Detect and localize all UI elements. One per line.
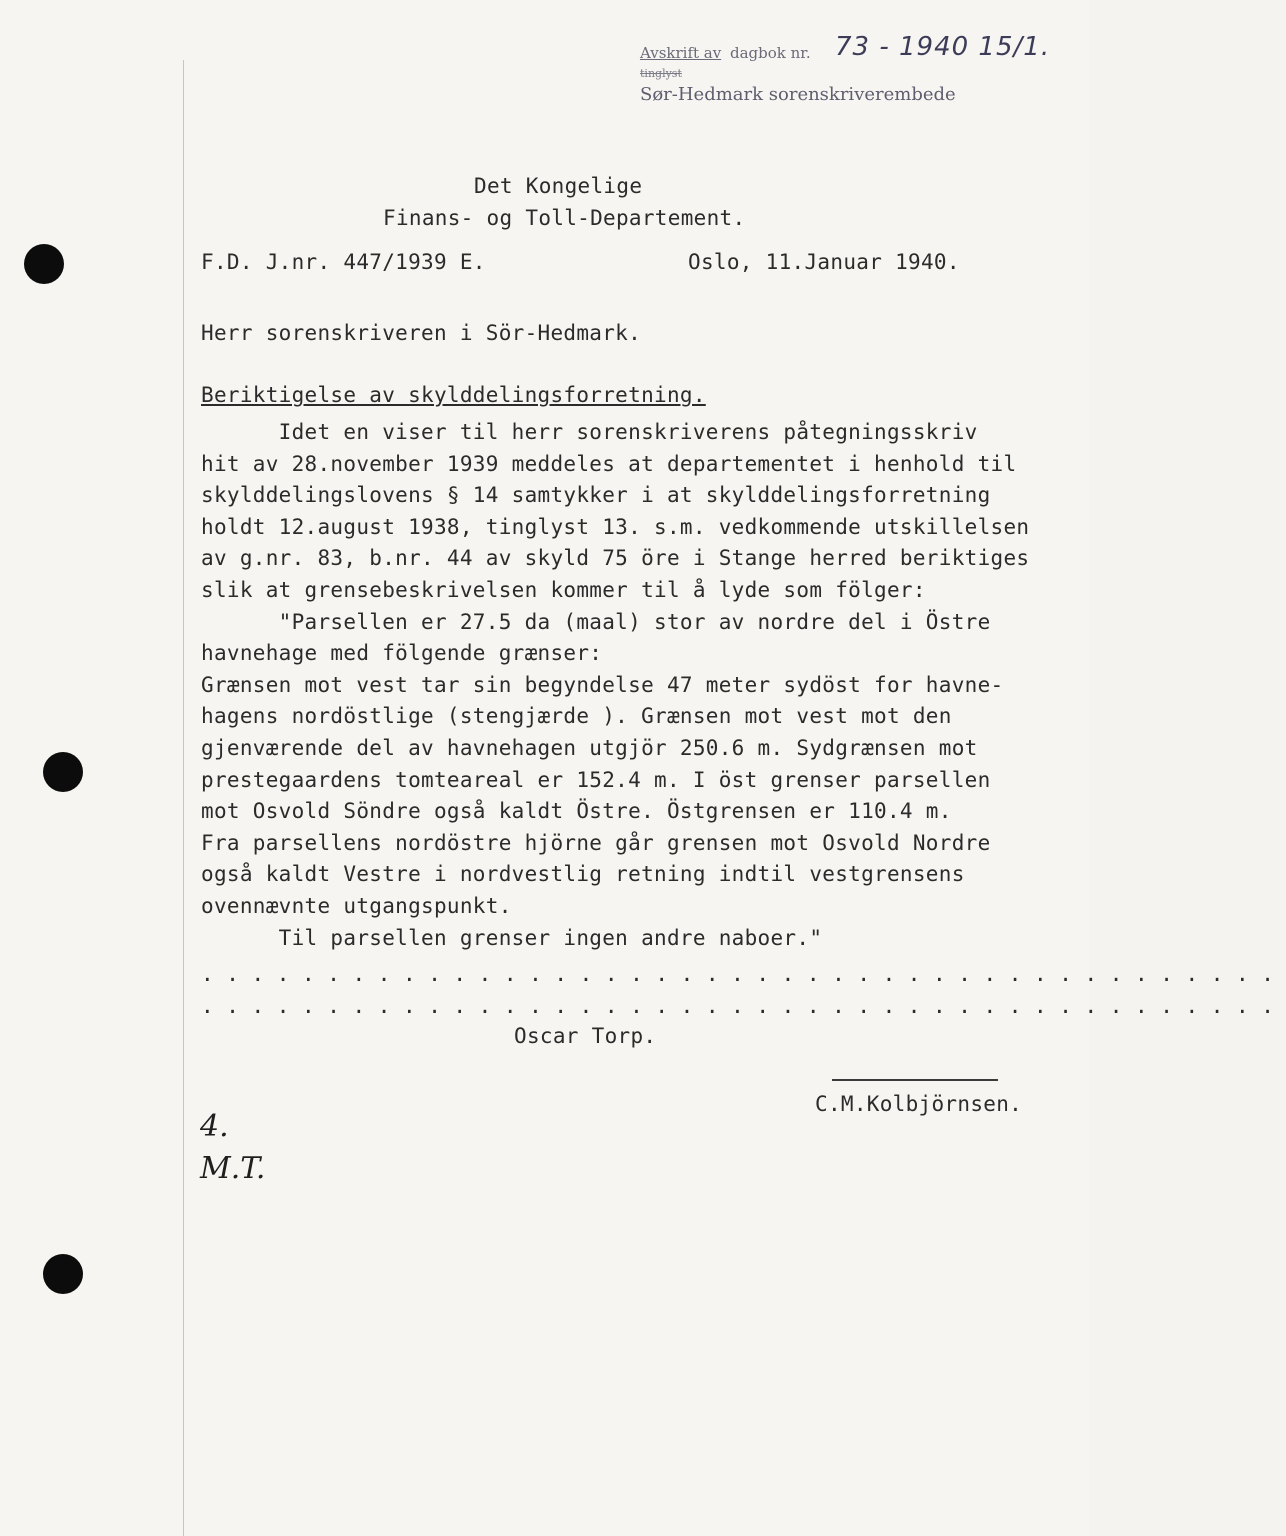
body-line: Grænsen mot vest tar sin begyndelse 47 meter sydöst for havne-: [201, 672, 1004, 697]
punch-hole-top: [24, 244, 64, 284]
body-line: ovennævnte utgangspunkt.: [201, 894, 512, 918]
subject-line: Beriktigelse av skylddelingsforretning.: [201, 383, 706, 407]
body-line: prestegaardens tomteareal er 152.4 m. I öst grenser parsellen: [201, 767, 991, 792]
body-line: Fra parsellens nordöstre hjörne går grensen mot Osvold Nordre: [201, 830, 991, 855]
body-line: av g.nr. 83, b.nr. 44 av skyld 75 öre i Stange herred beriktiges: [201, 546, 1030, 571]
stamp-struck-word: tinglyst: [640, 67, 682, 80]
body-line: hagens nordöstlige (stengjærde ). Grænsen mot vest mot den: [201, 704, 952, 729]
signature-official: C.M.Kolbjörnsen.: [815, 1092, 1023, 1116]
stamp-handwritten-number: 73 - 1940 15/1.: [835, 32, 1051, 62]
ellipsis-row-2: ...........................................: [201, 994, 1286, 1018]
signature-rule: [832, 1079, 998, 1081]
body-line: skylddelingslovens § 14 samtykker i at skylddelingsforretning: [201, 483, 991, 508]
body-line: også kaldt Vestre i nordvestlig retning indtil vestgrensens: [201, 862, 965, 887]
body-line: "Parsellen er 27.5 da (maal) stor av nordre del i Östre: [201, 609, 991, 634]
body-line: Idet en viser til herr sorenskriverens påtegningsskriv: [201, 420, 978, 444]
signature-minister: Oscar Torp.: [514, 1024, 657, 1048]
body-line: mot Osvold Söndre også kaldt Östre. Östgrensen er 110.4 m.: [201, 799, 952, 824]
margin-rule: [183, 60, 184, 1536]
body-line: hit av 28.november 1939 meddeles at departementet i henhold til: [201, 451, 1017, 476]
body-line: gjenværende del av havnehagen utgjör 250.6 m. Sydgrænsen mot: [201, 736, 978, 760]
punch-hole-middle: [43, 752, 83, 792]
addressee: Herr sorenskriveren i Sör-Hedmark.: [201, 321, 642, 345]
letter-date: Oslo, 11.Januar 1940.: [688, 250, 960, 274]
ellipsis-row-1: ...........................................: [201, 962, 1286, 986]
stamp-prefix: Avskrift av: [640, 44, 722, 62]
stamp-book: dagbok nr.: [730, 44, 811, 62]
letterhead-line1: Det Kongelige: [474, 174, 643, 198]
punch-hole-bottom: [43, 1254, 83, 1294]
body-line: Til parsellen grenser ingen andre naboer.": [201, 925, 823, 950]
handwritten-initials: 4. M.T.: [200, 1109, 266, 1186]
stamp-office: Sør-Hedmark sorenskriverembede: [640, 84, 956, 105]
letterhead-line2: Finans- og Toll-Departement.: [383, 206, 746, 230]
body-line: havnehage med fölgende grænser:: [201, 641, 603, 666]
body-line: holdt 12.august 1938, tinglyst 13. s.m. vedkommende utskillelsen: [201, 514, 1030, 539]
journal-reference: F.D. J.nr. 447/1939 E.: [201, 250, 486, 274]
body-line: slik at grensebeskrivelsen kommer til å lyde som fölger:: [201, 578, 926, 602]
